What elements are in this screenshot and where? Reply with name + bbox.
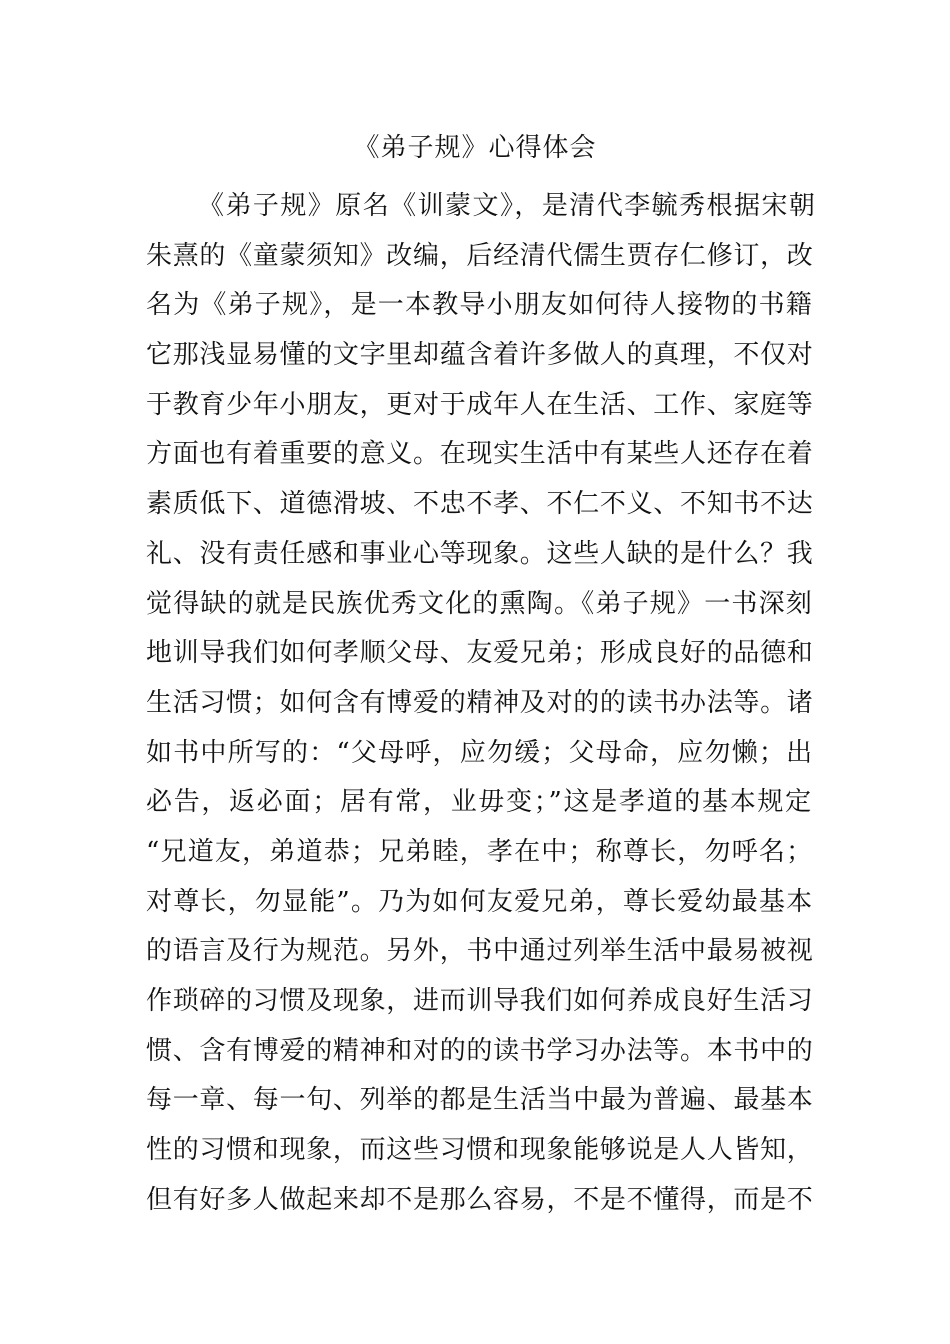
text-line: 地训导我们如何孝顺父母、友爱兄弟；形成良好的品德和 xyxy=(146,638,814,669)
text-line: 性的习惯和现象，而这些习惯和现象能够说是人人皆知， xyxy=(146,1135,814,1166)
text-line: 但有好多人做起来却不是那么容易，不是不懂得，而是不 xyxy=(146,1184,814,1215)
text-line: 如书中所写的：“父母呼，应勿缓；父母命，应勿懒；出 xyxy=(146,737,814,768)
document-body xyxy=(146,182,816,1225)
text-line: 每一章、每一句、列举的都是生活当中最为普遍、最基本 xyxy=(146,1085,814,1116)
text-line: 觉得缺的就是民族优秀文化的熏陶。《弟子规》一书深刻 xyxy=(146,588,814,619)
text-line: 它那浅显易懂的文字里却蕴含着许多做人的真理，不仅对 xyxy=(146,340,814,371)
text-line: “兄道友，弟道恭；兄弟睦，孝在中；称尊长，勿呼名； xyxy=(146,836,814,867)
text-line: 方面也有着重要的意义。在现实生活中有某些人还存在着 xyxy=(146,439,814,470)
text-line: 素质低下、道德滑坡、不忠不孝、不仁不义、不知书不达 xyxy=(146,489,814,520)
text-line: 惯、含有博爱的精神和对的的读书学习办法等。本书中的 xyxy=(146,1035,814,1066)
text-line: 朱熹的《童蒙须知》改编，后经清代儒生贾存仁修订，改 xyxy=(146,240,814,271)
document-title: 《弟子规》心得体会 xyxy=(353,133,597,163)
text-line: 作琐碎的习惯及现象，进而训导我们如何养成良好生活习 xyxy=(146,986,814,1016)
text-line: 生活习惯；如何含有博爱的精神及对的的读书办法等。诸 xyxy=(146,687,814,718)
text-line: 名为《弟子规》，是一本教导小朋友如何待人接物的书籍 xyxy=(146,290,814,321)
text-line: 于教育少年小朋友，更对于成年人在生活、工作、家庭等 xyxy=(146,389,814,420)
text-line: 必告，返必面；居有常，业毋变；”这是孝道的基本规定 xyxy=(146,787,813,818)
text-line: 《弟子规》原名《训蒙文》，是清代李毓秀根据宋朝 xyxy=(198,191,817,221)
text-line: 对尊长，勿显能”。乃为如何友爱兄弟，尊长爱幼最基本 xyxy=(146,886,814,917)
text-line: 的语言及行为规范。另外，书中通过列举生活中最易被视 xyxy=(146,936,814,967)
text-line: 礼、没有责任感和事业心等现象。这些人缺的是什么？我 xyxy=(146,538,814,569)
